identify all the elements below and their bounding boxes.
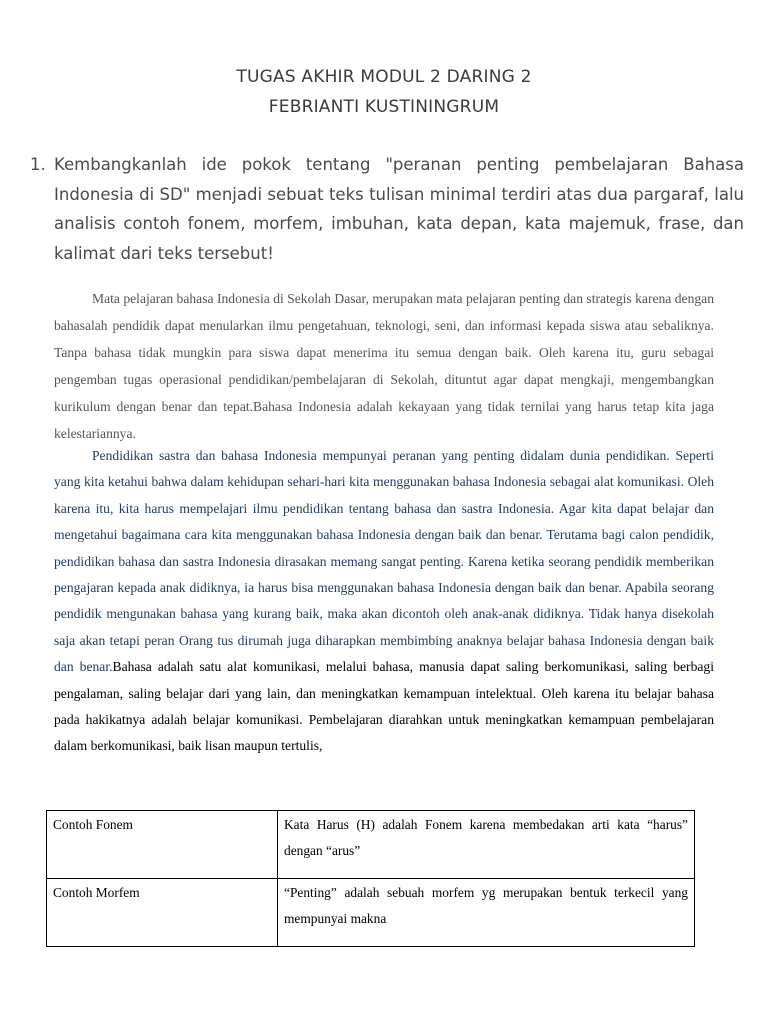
table-cell-label: Contoh Fonem [47,811,278,879]
examples-table [46,810,695,947]
paragraph-2 [54,443,714,760]
question-number: 1. [30,155,46,174]
table-row [47,811,695,879]
table-cell-description: Kata Harus (H) adalah Fonem karena membedakan arti kata “harus” dengan “arus” [278,811,695,879]
paragraph-2-part-2: Bahasa adalah satu alat komunikasi, melalui bahasa, manusia dapat saling berkomunikasi, saling berbagi pengalaman, saling belajar dari yang lain, dan meningkatkan kemampuan intelektual. Oleh karena itu belajar bahasa pada hakikatnya adalah belajar komunikasi. Pembelajaran diarahkan untuk meningkatkan kemampuan pembelajaran dalam berkomunikasi, baik lisan maupun tertulis, [54,659,714,754]
document-title [0,62,768,122]
title-line-1: TUGAS AKHIR MODUL 2 DARING 2 [236,67,532,87]
table-cell-label: Contoh Morfem [47,879,278,947]
question-text: Kembangkanlah ide pokok tentang "peranan penting pembelajaran Bahasa Indonesia di SD" menjadi sebuat teks tulisan minimal terdiri atas dua pargaraf, lalu analisis contoh fonem, morfem, imbuhan, kata depan, kata majemuk, frase, dan kalimat dari teks tersebut! [54,155,744,263]
paragraph-1: Mata pelajaran bahasa Indonesia di Sekolah Dasar, merupakan mata pelajaran penting dan strategis karena dengan bahasalah pendidik dapat menularkan ilmu pengetahuan, teknologi, seni, dan informasi kepada siswa atau sebaliknya. Tanpa bahasa tidak mungkin para siswa dapat menerima itu semua dengan baik. Oleh karena itu, guru sebagai pengemban tugas operasional pendidikan/pembelajaran di Sekolah, dituntut agar dapat mengkaji, mengembangkan kurikulum dengan benar dan tepat.Bahasa Indonesia adalah kekayaan yang tidak ternilai yang harus tetap kita jaga kelestariannya. [54,291,714,441]
paragraph-2-part-1: Pendidikan sastra dan bahasa Indonesia mempunyai peranan yang penting didalam dunia pendidikan. Seperti yang kita ketahui bahwa dalam kehidupan sehari-hari kita menggunakan bahasa Indonesia sebagai alat komunikasi. Oleh karena itu, kita harus mempelajari ilmu pendidikan tentang bahasa dan sastra Indonesia. Agar kita dapat belajar dan mengetahui bagaimana cara kita menggunakan bahasa Indonesia dengan baik dan benar. Terutama bagi calon pendidik, pendidikan bahasa dan sastra Indonesia dirasakan memang sangat penting. Karena ketika seorang pendidik memberikan pengajaran kepada anak didiknya, ia harus bisa menggunakan bahasa Indonesia dengan baik dan benar. Apabila seorang pendidik mengunakan bahasa yang kurang baik, maka akan dicontoh oleh anak-anak didiknya. Tidak hanya disekolah saja akan tetapi peran Orang tus dirumah juga diharapkan membimbing anaknya belajar bahasa Indonesia dengan baik dan benar. [54,448,714,675]
table-row [47,879,695,947]
title-line-2: FEBRIANTI KUSTININGRUM [268,97,500,117]
question-1 [30,150,744,268]
table-cell-description: “Penting” adalah sebuah morfem yg merupakan bentuk terkecil yang mempunyai makna [278,879,695,947]
